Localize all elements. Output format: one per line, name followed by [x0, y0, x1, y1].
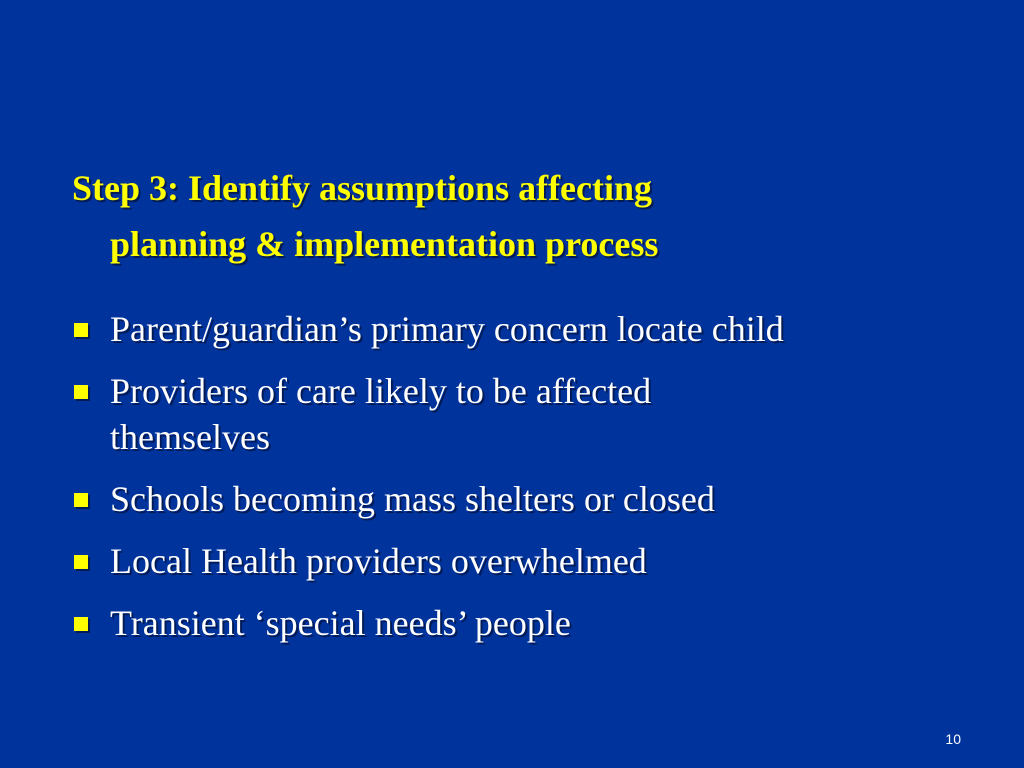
bullet-item-schools-shelters — [72, 476, 972, 522]
square-bullet-icon — [74, 385, 88, 399]
bullet-text-line: Local Health providers overwhelmed — [110, 541, 647, 581]
bullet-item-local-health — [72, 538, 972, 584]
bullet-item-special-needs — [72, 600, 972, 646]
slide-title — [72, 160, 952, 272]
bullet-text-line: Transient ‘special needs’ people — [110, 603, 571, 643]
bullet-list — [72, 306, 972, 662]
square-bullet-icon — [74, 555, 88, 569]
bullet-item-parent-guardian — [72, 306, 972, 352]
slide-title-line-1: Step 3: Identify assumptions affecting — [72, 168, 653, 208]
bullet-text-continuation-line: themselves — [110, 417, 270, 457]
square-bullet-icon — [74, 493, 88, 507]
slide-title-line-2: planning & implementation process — [110, 224, 659, 264]
bullet-item-providers-affected — [72, 368, 972, 460]
bullet-text-line: Schools becoming mass shelters or closed — [110, 479, 715, 519]
square-bullet-icon — [74, 323, 88, 337]
bullet-text-line: Parent/guardian’s primary concern locate child — [110, 309, 784, 349]
slide-page-number: 10 — [945, 731, 961, 747]
square-bullet-icon — [74, 617, 88, 631]
bullet-text-line: Providers of care likely to be affected — [110, 371, 652, 411]
